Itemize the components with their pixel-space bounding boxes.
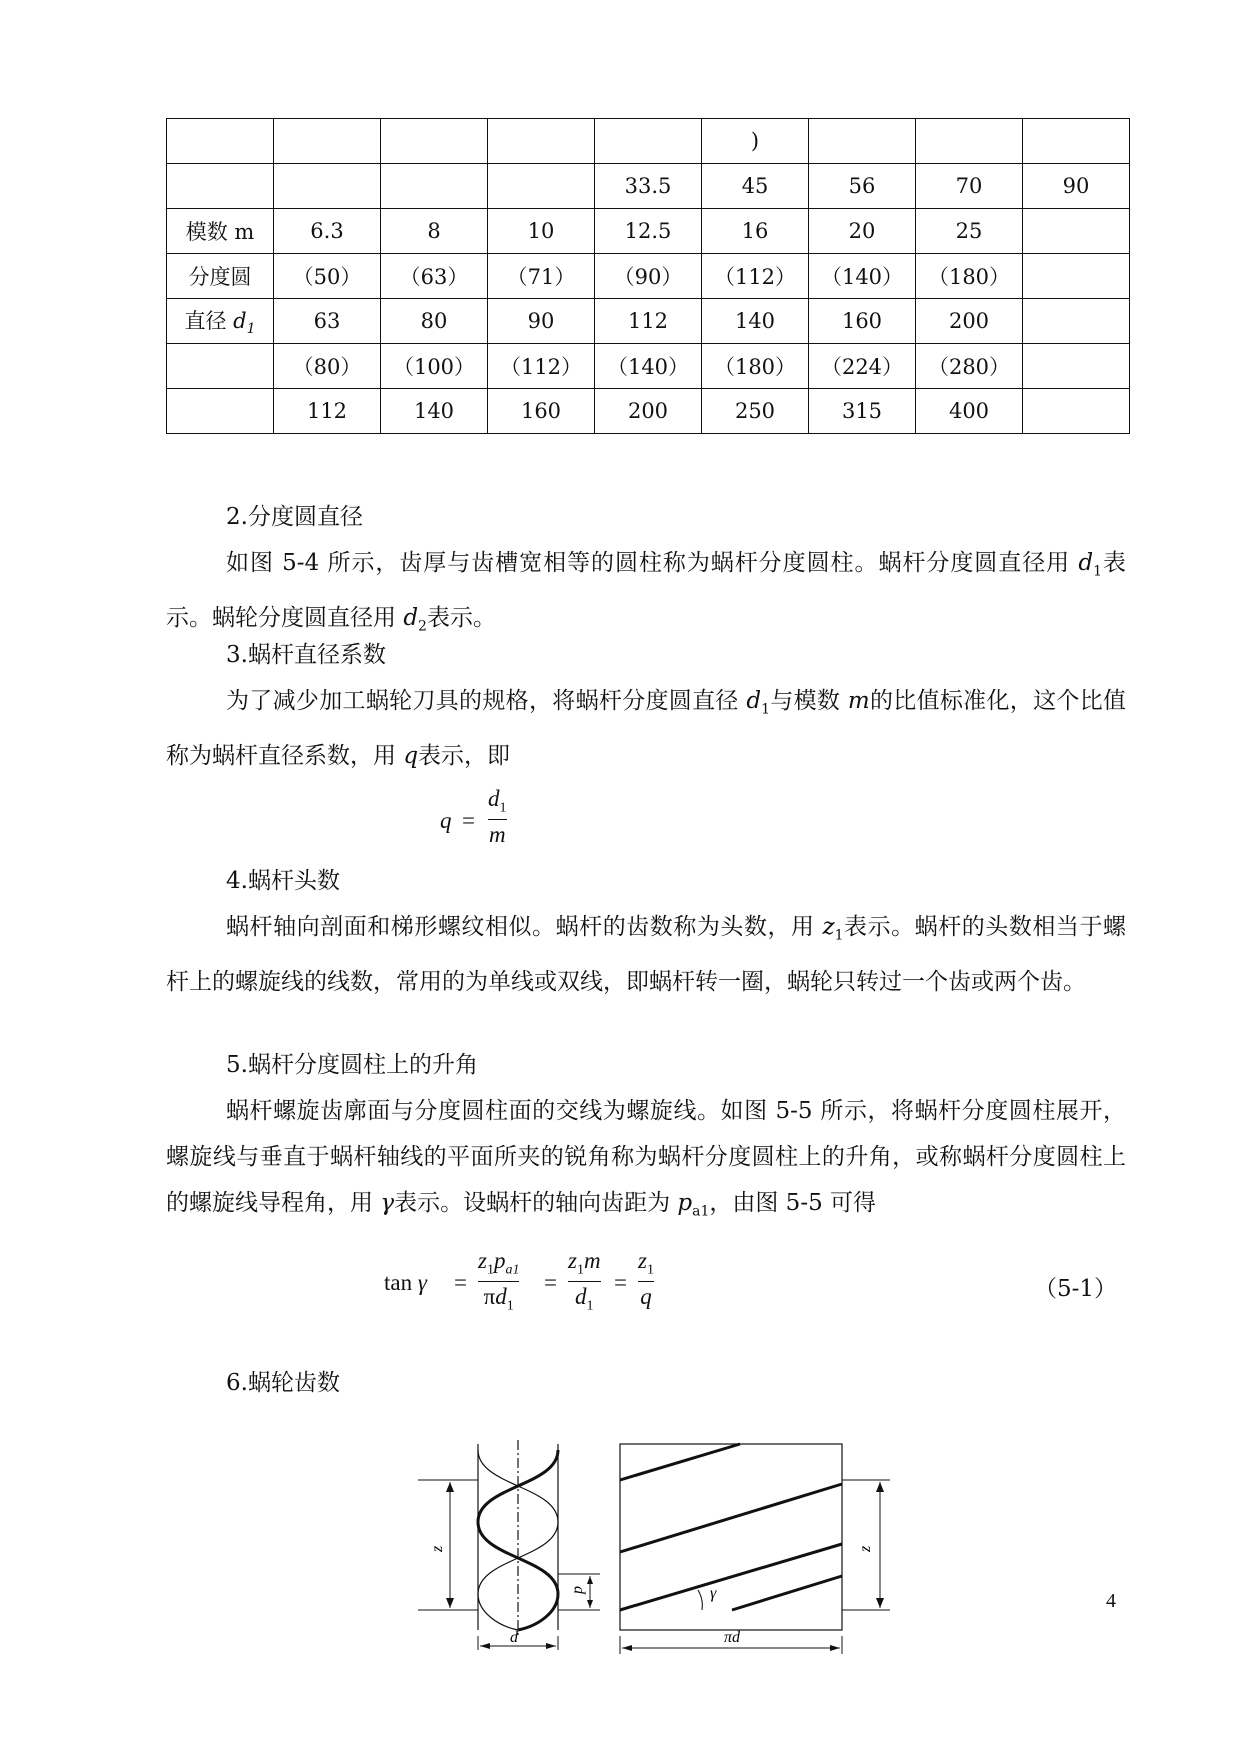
table-row: [167, 164, 1130, 209]
table-cell: [274, 119, 381, 164]
table-cell: [274, 164, 381, 209]
page-number: 4: [1106, 1590, 1116, 1612]
table-cell: 63: [274, 299, 381, 344]
section-5-title: 5.蜗杆分度圆柱上的升角: [226, 1052, 478, 1078]
table-cell: [167, 344, 274, 389]
table-cell: [1023, 389, 1130, 434]
table-cell: 6.3: [274, 209, 381, 254]
table-row: [167, 119, 1130, 164]
table-cell: （112）: [488, 344, 595, 389]
table-cell: 160: [809, 299, 916, 344]
table-cell: [809, 119, 916, 164]
table-cell: 70: [916, 164, 1023, 209]
table-cell: 25: [916, 209, 1023, 254]
table-cell: 200: [916, 299, 1023, 344]
table-cell: （140）: [595, 344, 702, 389]
table-cell: [1023, 299, 1130, 344]
developed-surface: [620, 1444, 842, 1630]
table-cell: 250: [702, 389, 809, 434]
table-cell: 45: [702, 164, 809, 209]
table-cell: 80: [381, 299, 488, 344]
table-cell: [1023, 254, 1130, 299]
module-table: [166, 118, 1130, 434]
table-cell: 56: [809, 164, 916, 209]
section-2-paragraph: 如图 5-4 所示，齿厚与齿槽宽相等的圆柱称为蜗杆分度圆柱。蜗杆分度圆直径用 $d_1$表示。蜗轮分度圆直径用 $d_2$表示。: [166, 550, 1126, 635]
table-cell: 112: [595, 299, 702, 344]
table-cell: 400: [916, 389, 1023, 434]
label-pa1: p: [569, 1586, 586, 1594]
table-cell: [595, 119, 702, 164]
section-5-paragraph: 蜗杆螺旋齿廓面与分度圆柱面的交线为螺旋线。如图 5-5 所示，将蜗杆分度圆柱展开，螺旋线与垂直于蜗杆轴线的平面所夹的锐角称为蜗杆分度圆柱上的升角，或称蜗杆分度圆柱上的螺旋线导程角，用 γ表示。设蜗杆的轴向齿距为 $p_{a1}$，由图 5-5 可得: [166, 1098, 1126, 1220]
table-cell: 160: [488, 389, 595, 434]
table-cell: （71）: [488, 254, 595, 299]
table-cell: 20: [809, 209, 916, 254]
table-cell: [488, 164, 595, 209]
table-cell: 分度圆: [167, 254, 274, 299]
label-z1pa1-right: z: [857, 1545, 874, 1552]
table-cell: 16: [702, 209, 809, 254]
label-d1: d: [510, 1629, 518, 1646]
table-cell: 112: [274, 389, 381, 434]
section-3-title: 3.蜗杆直径系数: [226, 642, 386, 668]
section-6-title: 6.蜗轮齿数: [226, 1370, 340, 1396]
table-cell: 315: [809, 389, 916, 434]
table-row: [167, 389, 1130, 434]
table-cell: （140）: [809, 254, 916, 299]
table-cell: 90: [488, 299, 595, 344]
table-cell: 12.5: [595, 209, 702, 254]
table-cell: [916, 119, 1023, 164]
table-cell: [381, 164, 488, 209]
table-cell: （80）: [274, 344, 381, 389]
table-cell-diameter-label: 直径 $d_1$: [167, 299, 274, 344]
equation-number: （5-1）: [1034, 1276, 1118, 1302]
table-cell: 200: [595, 389, 702, 434]
table-cell: 140: [381, 389, 488, 434]
section-3-paragraph: 为了减少加工蜗轮刀具的规格，将蜗杆分度圆直径 $d_1$与模数 m的比值标准化，这个比值称为蜗杆直径系数，用 q表示，即: [166, 688, 1127, 769]
table-cell: 8: [381, 209, 488, 254]
table-cell: [167, 389, 274, 434]
table-cell: [167, 164, 274, 209]
table-cell: （280）: [916, 344, 1023, 389]
table-cell: （50）: [274, 254, 381, 299]
table-row: [167, 344, 1130, 389]
section-4-paragraph: 蜗杆轴向剖面和梯形螺纹相似。蜗杆的齿数称为头数，用 $z_1$表示。蜗杆的头数相当于螺杆上的螺旋线的线数，常用的为单线或双线，即蜗杆转一圈，蜗轮只转过一个齿或两个齿。: [166, 914, 1127, 995]
worm-helix-figure: [410, 1440, 950, 1660]
table-cell: [488, 119, 595, 164]
section-4-title: 4.蜗杆头数: [226, 868, 340, 894]
table-cell: （180）: [702, 344, 809, 389]
table-cell: 10: [488, 209, 595, 254]
formula-5-1: tan γ = $z_1p_{a1}$ $\pi d_1$ = $z_1m$ $d_1$ = $z_1$ q （5-1）: [384, 1248, 1118, 1314]
table-cell: 140: [702, 299, 809, 344]
table-row: [167, 254, 1130, 299]
table-cell: [1023, 344, 1130, 389]
table-cell: （90）: [595, 254, 702, 299]
table-row: [167, 209, 1130, 254]
section-2-title: 2.分度圆直径: [226, 504, 363, 530]
table-cell: （224）: [809, 344, 916, 389]
label-z1pa1: z: [429, 1545, 446, 1552]
table-cell: （112）: [702, 254, 809, 299]
table-cell: 33.5: [595, 164, 702, 209]
label-gamma: γ: [710, 1585, 717, 1602]
table-cell: 90: [1023, 164, 1130, 209]
table-cell: （63）: [381, 254, 488, 299]
table-cell: [381, 119, 488, 164]
table-cell: [1023, 119, 1130, 164]
table-cell: 模数 m: [167, 209, 274, 254]
table-row: [167, 299, 1130, 344]
table-cell: （180）: [916, 254, 1023, 299]
label-pid1: πd: [724, 1629, 741, 1646]
table-cell: [1023, 209, 1130, 254]
table-cell: ): [702, 119, 809, 164]
table-cell: [167, 119, 274, 164]
table-cell: （100）: [381, 344, 488, 389]
